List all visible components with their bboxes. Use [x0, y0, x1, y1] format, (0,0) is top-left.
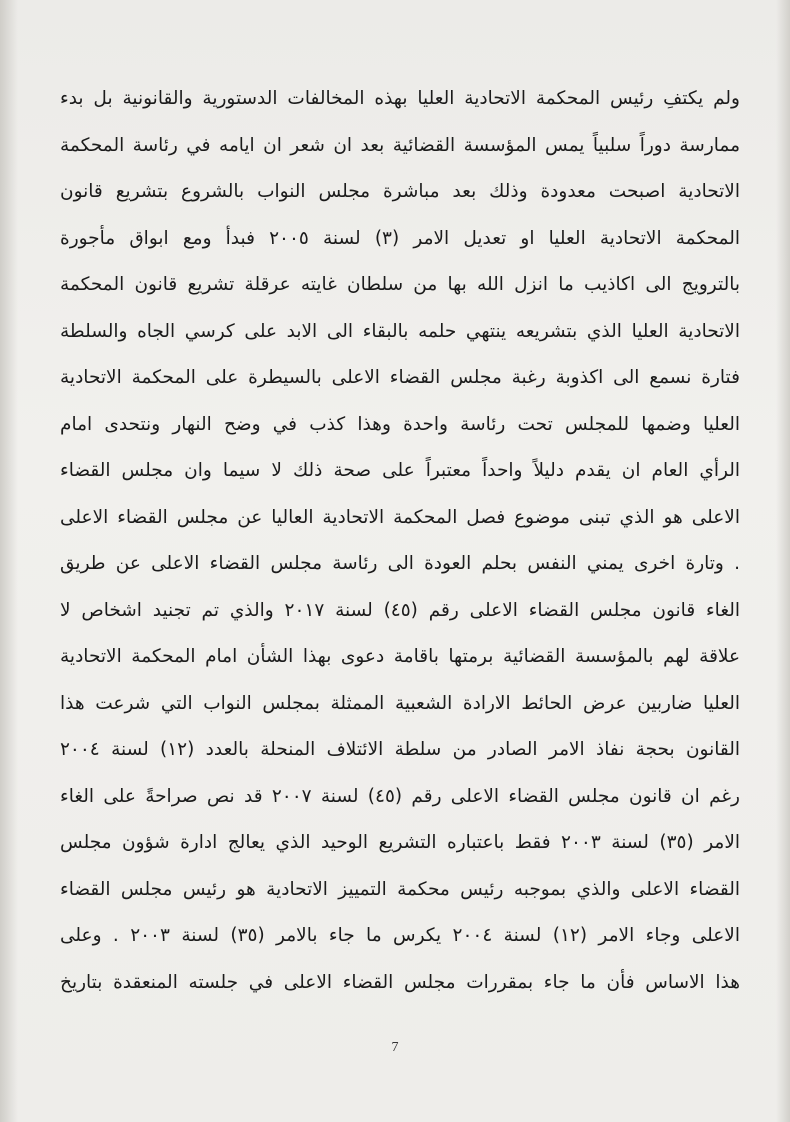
text-line: الاتحادية اصبحت معدودة وذلك بعد مباشرة مجلس النواب بالشروع بتشريع قانون	[60, 181, 740, 202]
text-line: المحكمة الاتحادية العليا او تعديل الامر (٣) لسنة ٢٠٠٥ فبدأ ومع ابواق مأجورة	[60, 227, 740, 249]
text-line: الغاء قانون مجلس القضاء الاعلى رقم (٤٥) لسنة ٢٠١٧ والذي تم تجنيد اشخاص لا	[60, 599, 740, 621]
text-line: فتارة نسمع الى اكذوبة رغبة مجلس القضاء الاعلى بالسيطرة على المحكمة الاتحادية	[60, 367, 740, 388]
text-line: الاتحادية العليا الذي بتشريعه ينتهي حلمه بالبقاء الى الابد على كرسي الجاه والسلطة	[60, 320, 740, 342]
body-text	[60, 76, 740, 1006]
text-line: ولم يكتفِ رئيس المحكمة الاتحادية العليا بهذه المخالفات الدستورية والقانونية بل بدء	[60, 88, 740, 109]
text-line: . وتارة اخرى يمني النفس بحلم العودة الى رئاسة مجلس القضاء الاعلى عن طريق	[60, 553, 740, 574]
text-line: بالترويج الى اكاذيب ما انزل الله بها من سلطان غايته عرقلة تشريع قانون المحكمة	[60, 274, 740, 295]
text-line: العليا ضاربين عرض الحائط الارادة الشعبية الممثلة بمجلس النواب التي شرعت هذا	[60, 692, 740, 714]
text-line: الاعلى هو الذي تبنى موضوع فصل المحكمة الاتحادية العاليا عن مجلس القضاء الاعلى	[60, 506, 740, 528]
text-line: علاقة لهم بالمؤسسة القضائية برمتها باقامة دعوى بهذا الشأن امام المحكمة الاتحادية	[60, 646, 740, 667]
page-number: 7	[391, 1040, 399, 1055]
text-line: القضاء الاعلى والذي بموجبه رئيس محكمة التمييز الاتحادية هو رئيس مجلس القضاء	[60, 878, 740, 900]
page-shadow-right	[776, 0, 790, 1122]
text-line: رغم ان قانون مجلس القضاء الاعلى رقم (٤٥) لسنة ٢٠٠٧ قد نص صراحةً على الغاء	[60, 785, 740, 807]
text-line: العليا وضمها للمجلس تحت رئاسة واحدة وهذا كذب في وضح النهار ونتحدى امام	[60, 413, 740, 435]
text-line: الرأي العام ان يقدم دليلاً واحداً معتبراً على صحة ذلك لا سيما وان مجلس القضاء	[60, 460, 740, 481]
text-line: ممارسة دوراً سلبياً يمس المؤسسة القضائية بعد ان شعر ان ايامه في رئاسة المحكمة	[60, 134, 740, 156]
page-shadow-left	[0, 0, 18, 1122]
text-line: القانون بحجة نفاذ الامر الصادر من سلطة الائتلاف المنحلة بالعدد (١٢) لسنة ٢٠٠٤	[60, 739, 740, 760]
text-line: الاعلى وجاء الامر (١٢) لسنة ٢٠٠٤ يكرس ما جاء بالامر (٣٥) لسنة ٢٠٠٣ . وعلى	[60, 925, 740, 946]
text-line: الامر (٣٥) لسنة ٢٠٠٣ فقط باعتباره التشريع الوحيد الذي يعالج ادارة شؤون مجلس	[60, 832, 740, 853]
text-line: هذا الاساس فأن ما جاء بمقررات مجلس القضاء الاعلى في جلسته المنعقدة بتاريخ	[60, 971, 740, 993]
